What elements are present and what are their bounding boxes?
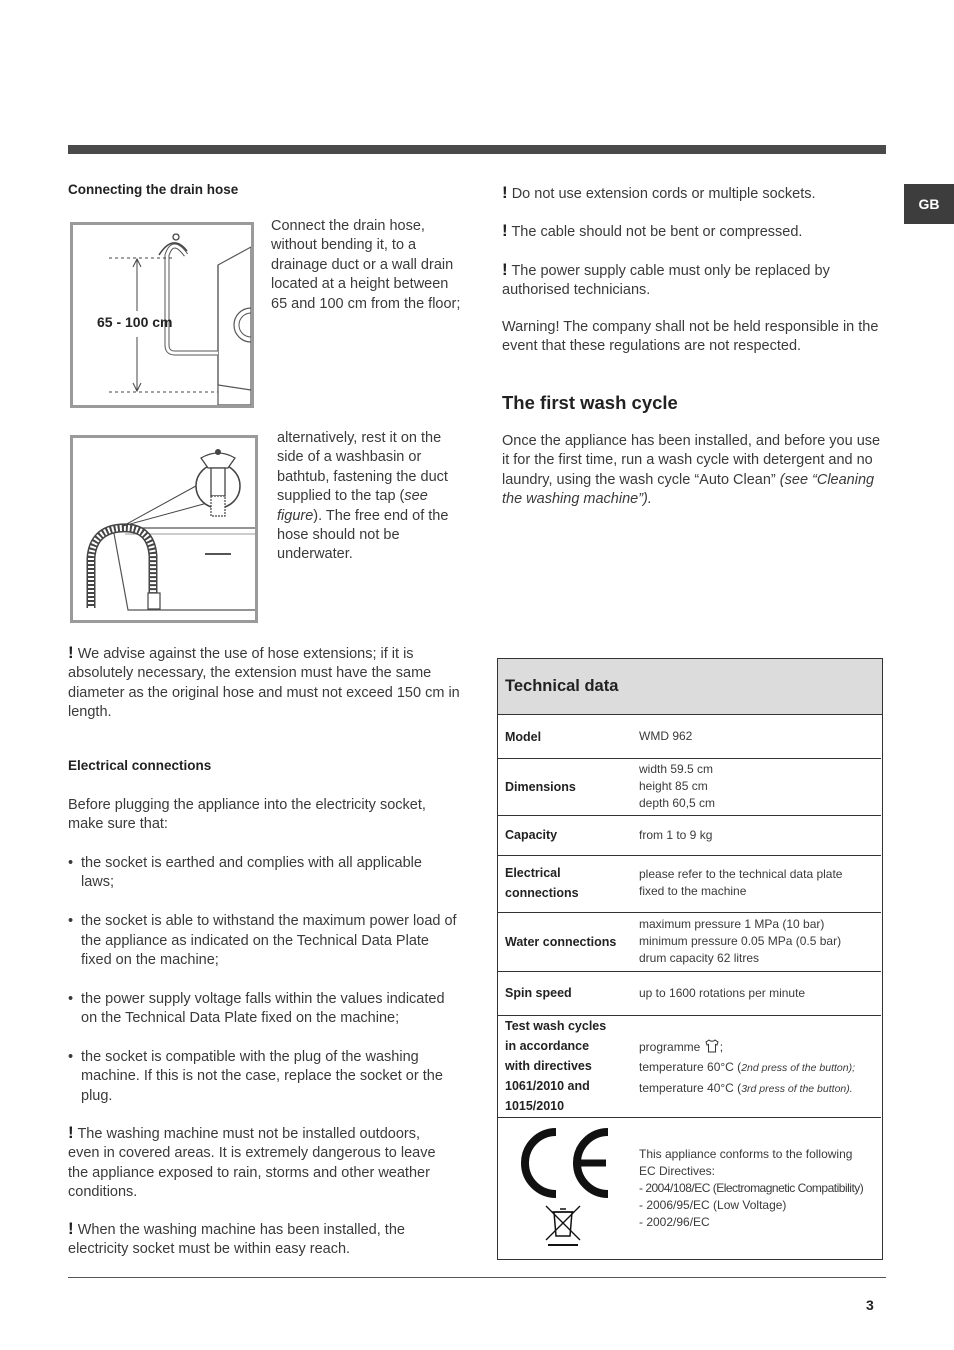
spin-label: Spin speed: [505, 986, 572, 1000]
test-label-line: 1015/2010: [505, 1099, 565, 1113]
liability-warning: Warning! The company shall not be held responsible in the event that these regulations are not respected.: [502, 319, 879, 355]
height-range-label: 65 - 100 cm: [97, 314, 173, 330]
table-row: [498, 972, 881, 1016]
electrical-label: [505, 863, 579, 903]
list-item: • the socket is earthed and complies with all applicable laws;: [68, 854, 458, 893]
washbasin-text: alternatively, rest it on the side of a washbasin or bathtub, fastening the duct supplied to the tap (: [277, 430, 448, 505]
page-number: 3: [866, 1297, 874, 1313]
dimension-width: width 59.5 cm: [639, 762, 714, 776]
outdoors-warning: [68, 1123, 453, 1203]
electrical-intro: Before plugging the appliance into the electricity socket, make sure that:: [68, 797, 426, 833]
warning-icon: !: [68, 1123, 74, 1142]
list-item: • the socket is able to withstand the maximum power load of the appliance as indicated on the Technical Data Plate fixed on the machine;: [68, 912, 458, 970]
table-row: [498, 1016, 881, 1118]
drain-hose-heading: Connecting the drain hose: [68, 182, 239, 197]
first-wash-heading: The first wash cycle: [502, 392, 678, 413]
cable-bend-text: The cable should not be bent or compressed.: [511, 224, 803, 240]
programme-line: programme ;: [639, 1040, 724, 1054]
ce-line: - 2004/108/EC (Electromagnetic Compatibility): [639, 1181, 864, 1195]
temp60-line: [639, 1057, 855, 1078]
electrical-checklist: [68, 854, 458, 1126]
technical-data-table: [497, 658, 883, 1260]
drum-capacity: drum capacity 62 litres: [639, 951, 760, 965]
first-wash-text: [502, 432, 890, 510]
electrical-value-line1: please refer to the technical data plate: [639, 867, 843, 881]
ce-mark-icon: [516, 1126, 616, 1246]
electrical-label-line2: connections: [505, 886, 579, 900]
shirt-icon: [704, 1038, 720, 1054]
top-rule: [68, 145, 886, 154]
washbasin-figure: [70, 435, 258, 623]
list-item: • the socket is compatible with the plug of the washing machine. If this is not the case, replace the socket or the plug.: [68, 1048, 458, 1106]
table-row: [498, 1118, 881, 1258]
language-tab: GB: [904, 184, 954, 224]
temp40-line: [639, 1078, 855, 1099]
warning-icon: !: [68, 1219, 74, 1238]
table-row: [498, 715, 881, 759]
table-row: [498, 913, 881, 972]
temp40-note: 3rd press of the button).: [741, 1083, 853, 1095]
spin-value: up to 1600 rotations per minute: [639, 986, 806, 1000]
test-label-line: in accordance: [505, 1039, 590, 1053]
bottom-rule: [68, 1277, 886, 1278]
ce-line: EC Directives:: [639, 1164, 716, 1178]
ce-line: - 2002/96/EC: [639, 1215, 710, 1229]
programme-text: programme: [639, 1040, 701, 1054]
water-label: Water connections: [505, 935, 617, 949]
first-wash-body: Once the appliance has been installed, and before you use it for the first time, run a wash cycle with detergent and no laundry, using the wash cycle “Auto Clean”: [502, 433, 881, 488]
warning-icon: !: [68, 643, 74, 662]
electrical-heading: Electrical connections: [68, 758, 212, 773]
water-value: [639, 916, 841, 967]
ce-line: This appliance conforms to the following: [639, 1147, 853, 1161]
reach-text: When the washing machine has been installed, the electricity socket must be within easy reach.: [68, 1222, 405, 1258]
temp60-text: temperature 60°C (: [639, 1060, 742, 1074]
table-row: [498, 759, 881, 816]
electrical-label-line1: Electrical: [505, 866, 561, 880]
drain-hose-instructions: Connect the drain hose, without bending it, to a drainage duct or a wall drain located at a height between 65 and 100 cm from the floor;: [271, 218, 461, 312]
cable-bend-warning: [502, 221, 887, 242]
list-item: • the power supply voltage falls within the values indicated on the Technical Data Plate fixed on the machine;: [68, 990, 458, 1029]
dimension-height: height 85 cm: [639, 779, 708, 793]
model-value: WMD 962: [639, 729, 693, 743]
washbasin-instructions: [277, 429, 457, 565]
test-cycles-value: [639, 1037, 855, 1099]
electrical-value: [639, 866, 842, 900]
model-label: Model: [505, 730, 542, 744]
technical-data-title: Technical data: [498, 659, 882, 715]
washbasin-text-end: ). The free end of the hose should not be underwater.: [277, 507, 449, 563]
test-label-line: 1061/2010 and: [505, 1079, 590, 1093]
temp60-note: 2nd press of the button);: [741, 1062, 856, 1074]
hose-extension-warning: [68, 643, 460, 723]
test-cycles-label: [505, 1016, 606, 1116]
table-row: [498, 816, 881, 856]
min-pressure: minimum pressure 0.05 MPa (0.5 bar): [639, 934, 842, 948]
outdoors-text: The washing machine must not be installed outdoors, even in covered areas. It is extremely dangerous to leave the appliance exposed to rain, storms and other weather conditions.: [68, 1126, 436, 1201]
warning-icon: !: [502, 221, 508, 240]
max-pressure: maximum pressure 1 MPa (10 bar): [639, 917, 825, 931]
ce-conformity-text: [639, 1146, 863, 1231]
extension-cord-text: Do not use extension cords or multiple sockets.: [511, 186, 816, 202]
dimensions-value: [639, 761, 715, 812]
test-label-line: Test wash cycles: [505, 1019, 607, 1033]
warning-icon: !: [502, 183, 508, 202]
temp40-text: temperature 40°C (: [639, 1081, 742, 1095]
test-label-line: with directives: [505, 1059, 592, 1073]
cleaning-ref: (see “Cleaning the washing machine”).: [502, 471, 875, 508]
dimension-depth: depth 60,5 cm: [639, 796, 716, 810]
dimensions-label: Dimensions: [505, 780, 576, 794]
capacity-label: Capacity: [505, 828, 558, 842]
hose-extension-text: We advise against the use of hose extensions; if it is absolutely necessary, the extension must have the same diameter as the original hose and must not exceed 150 cm in length.: [68, 646, 460, 721]
reach-warning: [68, 1219, 453, 1260]
electrical-value-line2: fixed to the machine: [639, 884, 747, 898]
extension-cord-warning: [502, 183, 887, 204]
see-figure-ref: see figure: [277, 488, 428, 524]
table-row: [498, 856, 881, 913]
warning-icon: !: [502, 260, 508, 279]
ce-line: - 2006/95/EC (Low Voltage): [639, 1198, 787, 1212]
washbasin-illustration: [73, 438, 255, 620]
cable-replace-text: The power supply cable must only be replaced by authorised technicians.: [502, 263, 830, 299]
capacity-value: from 1 to 9 kg: [639, 828, 713, 842]
cable-replace-warning: [502, 260, 890, 301]
